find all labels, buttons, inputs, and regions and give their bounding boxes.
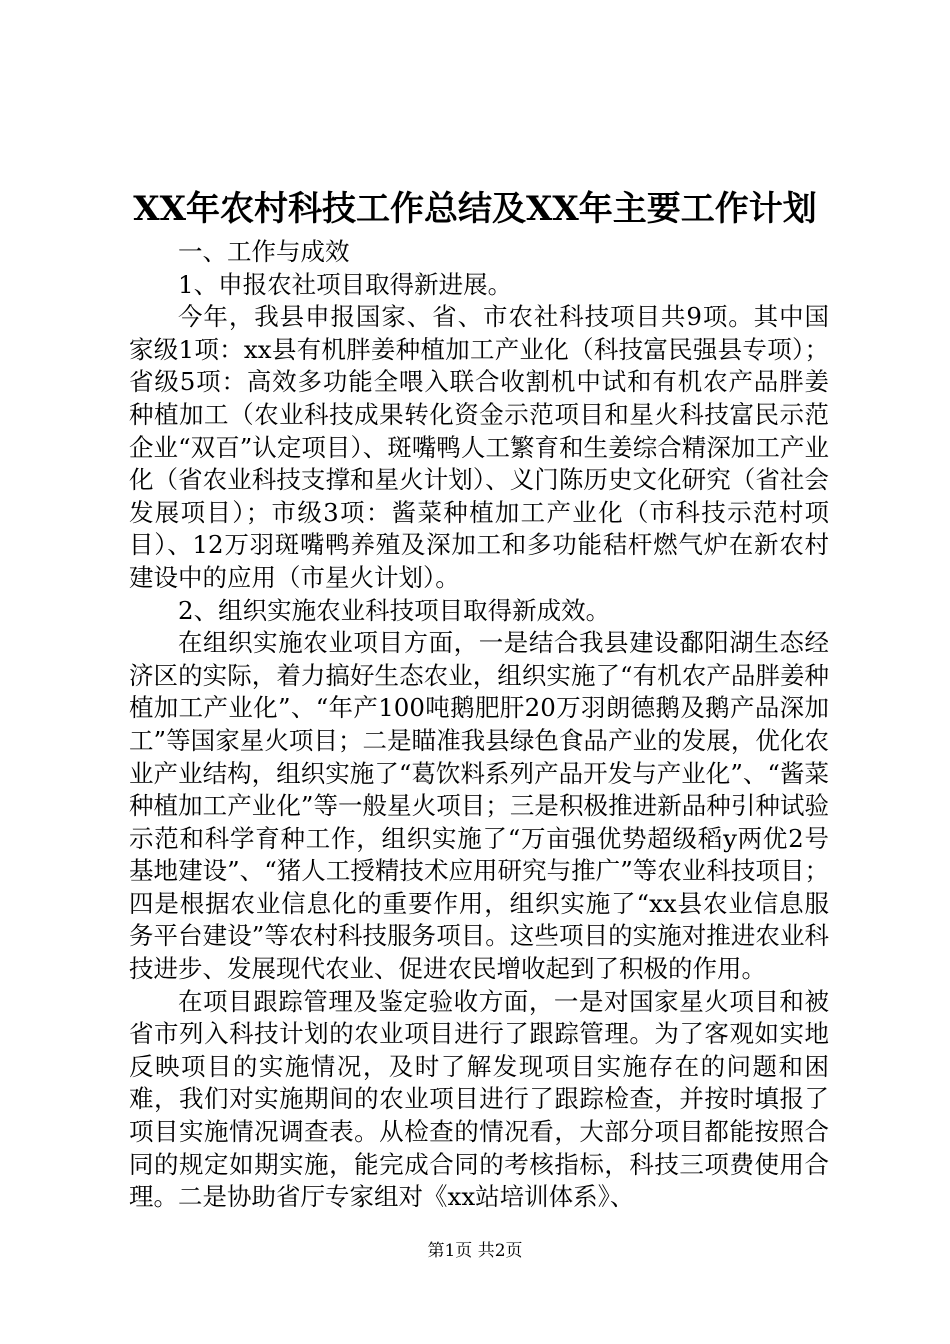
- paragraph-3: 在项目跟踪管理及鉴定验收方面，一是对国家星火项目和被省市列入科技计划的农业项目进行了跟踪管理。为了客观如实地反映项目的实施情况，及时了解发现项目实施存在的问题和困难，我们对实施期间的农业项目进行了跟踪检查，并按时填报了项目实施情况调查表。从检查的情况看，大部分项目都能按照合同的规定如期实施，能完成合同的考核指标，科技三项费使用合理。二是协助省厅专家组对《xx站培训体系》、: [129, 986, 829, 1212]
- document-title: XX年农村科技工作总结及XX年主要工作计划: [133, 189, 817, 229]
- document-body: [129, 236, 829, 1214]
- paragraph-2: 在组织实施农业项目方面，一是结合我县建设鄱阳湖生态经济区的实际，着力搞好生态农业，组织实施了“有机农产品胖姜种植加工产业化”、“年产100吨鹅肥肝20万羽朗德鹅及鹅产品深加工”等国家星火项目；二是瞄准我县绿色食品产业的发展，优化农业产业结构，组织实施了“葛饮料系列产品开发与产业化”、“酱菜种植加工产业化”等一般星火项目；三是积极推进新品种引种试验示范和科学育种工作，组织实施了“万亩强优势超级稻y两优2号基地建设”、“猪人工授精技术应用研究与推广”等农业科技项目；四是根据农业信息化的重要作用，组织实施了“xx县农业信息服务平台建设”等农村科技服务项目。这些项目的实施对推进农业科技进步、发展现代农业、促进农民增收起到了积极的作用。: [129, 628, 829, 984]
- item-heading-2: 2、组织实施农业科技项目取得新成效。: [178, 595, 611, 625]
- item-heading-1: 1、申报农社项目取得新进展。: [178, 269, 513, 299]
- section-heading: 一、工作与成效: [178, 237, 350, 266]
- page-footer: 第1页 共2页: [427, 1241, 523, 1261]
- paragraph-1: 今年，我县申报国家、省、市农社科技项目共9项。其中国家级1项：xx县有机胖姜种植加工产业化（科技富民强县专项）；省级5项：高效多功能全喂入联合收割机中试和有机农产品胖姜种植加工（农业科技成果转化资金示范项目和星火科技富民示范企业“双百”认定项目）、斑嘴鸭人工繁育和生姜综合精深加工产业化（省农业科技支撑和星火计划）、义门陈历史文化研究（省社会发展项目）；市级3项：酱菜种植加工产业化（市科技示范村项目）、12万羽斑嘴鸭养殖及深加工和多功能秸杆燃气炉在新农村建设中的应用（市星火计划）。: [129, 302, 829, 592]
